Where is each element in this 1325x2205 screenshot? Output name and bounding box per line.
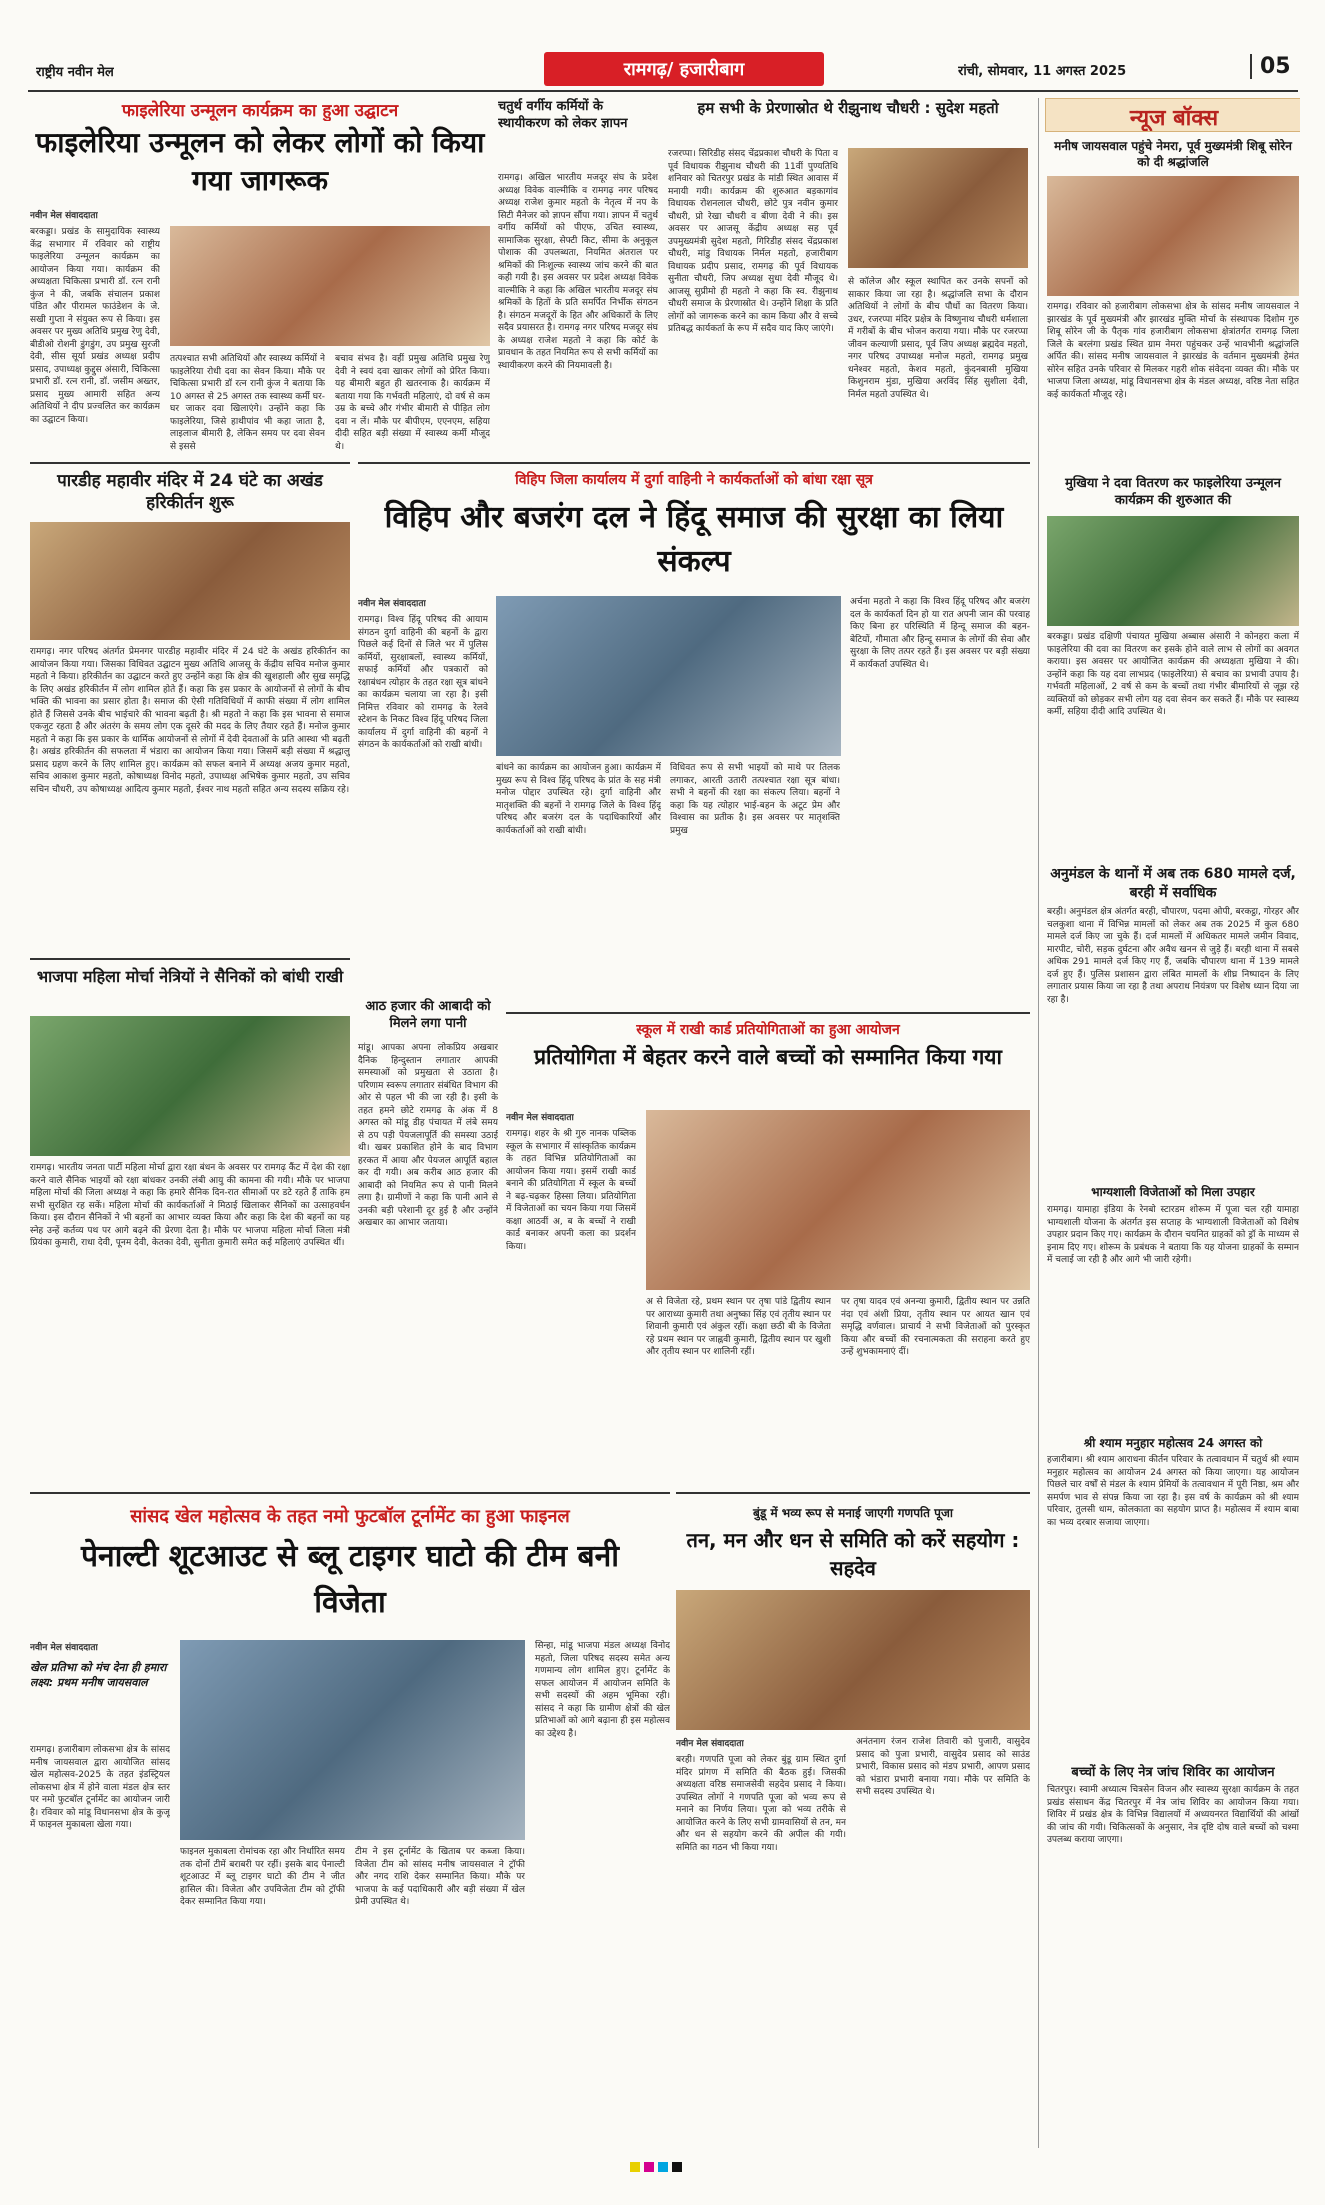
story-kicker: बुंडू में भव्य रूप से मनाई जाएगी गणपति पूजा: [753, 1506, 953, 1520]
story-headline: पारडीह महावीर मंदिर में 24 घंटे का अखंड हरिकीर्तन शुरू: [57, 471, 323, 513]
story-kicker: फाइलेरिया उन्मूलन कार्यक्रम का हुआ उद्घाटन: [121, 101, 399, 121]
story-football: [30, 1492, 670, 2147]
news-box-title-bar: [1045, 98, 1300, 132]
story-photo: [30, 1016, 350, 1156]
news-item-head: श्री श्याम मनुहार महोत्सव 24 अगस्त को: [1083, 1436, 1263, 1450]
story-headline: पेनाल्टी शूटआउट से ब्लू टाइगर घाटो की टीम बनी विजेता: [80, 1539, 620, 1620]
news-item-head: भाग्यशाली विजेताओं को मिला उपहार: [1091, 1185, 1255, 1199]
story-body-col3: विधिवत रूप से सभी भाइयों को माथे पर तिलक लगाकर, आरती उतारी तत्पश्चात रक्षा सूत्र बांधा। सभी ने बहनों की रक्षा का संकल्प लिया। बहनों ने कहा कि यह त्योहार भाई-बहन के अटूट प्रेम और विश्वास का प्रतीक है। इस अवसर पर मातृशक्ति प्रमुख: [670, 763, 840, 836]
story-headline: आठ हजार की आबादी को मिलने लगा पानी: [365, 999, 491, 1031]
news-item-body: हजारीबाग। श्री श्याम आराधना कीर्तन परिवार के तत्वावधान में चतुर्थ श्री श्याम मनुहार महोत्सव का आयोजन 24 अगस्त को किया जाएगा। यह आयोजन पिछले चार वर्षों से मंडल के श्याम प्रेमियों के तत्वावधान में पूरी निष्ठा, श्रम और समर्पण भाव से संपन्न किया जा रहा है। इस वर्ष के कार्यक्रम को श्री श्याम परिवार, तुलसी धाम, कोलकाता का सहयोग प्राप्त है। महोत्सव में श्याम बाबा का भव्य दरबार सजाया जाएगा।: [1047, 1455, 1299, 1528]
news-item-head: अनुमंडल के थानों में अब तक 680 मामले दर्ज, बरही में सर्वाधिक: [1050, 866, 1296, 901]
story-body: रामगढ़। नगर परिषद अंतर्गत प्रेमनगर पारडीह महावीर मंदिर में 24 घंटे के अखंड हरिकीर्तन का आयोजन किया गया। जिसका विधिवत उद्घाटन मुख्य अतिथि आजसू के केंद्रीय सचिव मनोज कुमार महतो ने किया। हरिकीर्तन का उद्घाटन करते हुए उन्होंने कहा कि क्षेत्र की खुशहाली और सुख समृद्धि के लिए अखंड हरिकीर्तन में लोग शामिल होते हैं। कहा कि इस प्रकार के आयोजनों से लोगों के बीच भक्ति की भावना का प्रसार होता है। समाज की ऐसी गतिविधियों में काफी संख्या में लोग शामिल होते हैं जिससे उनके बीच भाईचारे की भावना बढ़ती है। श्री महतो ने कहा कि इस भावना से समाज एकजुट रहता है और अंतरंग के समय लोग एक दूसरे की मदद के लिए तैयार रहते हैं। मनोज कुमार महतो ने कहा कि इस प्रकार के धार्मिक आयोजनों से लोगों में देवी देवताओं के प्रति आस्था भी बढ़ती है। अखंड हरिकीर्तन की सफलता में भंडारा का आयोजन किया गया। जिसमें बड़ी संख्या में श्रद्धालु प्रसाद ग्रहण करने के लिए शामिल हुए। कार्यक्रम को सफल बनाने में अध्यक्ष अजय कुमार महतो, सचिव आकाश कुमार महतो, कोषाध्यक्ष विनोद महतो, उपाध्यक्ष अभिषेक कुमार महतो, उप सचिव सचिन चौधरी, उप कोषाध्यक्ष आदित्य कुमार महतो, ईश्वर नाथ महतो सहित अन्य सदस्य सक्रिय रहे।: [30, 647, 350, 795]
story-memorandum: [498, 98, 658, 453]
news-item-head: मनीष जायसवाल पहुंचे नेमरा, पूर्व मुख्यमंत्री शिबू सोरेन को दी श्रद्धांजलि: [1054, 139, 1292, 169]
story-photo: [170, 226, 490, 346]
story-water: [358, 880, 498, 1480]
story-body-col3: बचाव संभव है। वहीं प्रमुख अतिथि प्रमुख रेणु देवी ने स्वयं दवा खाकर लोगों को प्रेरित किया। यह बीमारी बहुत ही खतरनाक है। कार्यक्रम में बताया गया कि गर्भवती महिलाएं, दो वर्ष से कम उम्र के बच्चे और गंभीर बीमारी से पीड़ित लोग दवा न लें। मौके पर बीपीएम, एएनएम, सहिया दीदी सहित बड़ी संख्या में स्वास्थ्य कर्मी मौजूद थे।: [335, 354, 490, 452]
news-item-body: बरकड्डा। प्रखंड दक्षिणी पंचायत मुखिया अब्बास अंसारी ने कोनहरा कला में फाइलेरिया की दवा का वितरण कर इसके होने वाले लाभ से लोगों का अवगत कराया। इस अवसर पर आयोजित कार्यक्रम की अध्यक्षता मुखिया ने की। उन्होंने कहा कि यह दवा लाभप्रद (फाइलेरिया) से बचाव का प्रभावी उपाय है। गर्भवती महिलाओं, 2 वर्ष से कम के बच्चों तथा गंभीर बीमारियों से जूझ रहे व्यक्तियों को छोड़कर सभी लोग यह दवा सेवन कर सकते हैं। मौके पर स्वास्थ्य कर्मी, सहिया दीदी आदि उपस्थित थे।: [1047, 632, 1299, 717]
story-body-col4: अर्चना महतो ने कहा कि विश्व हिंदू परिषद और बजरंग दल के कार्यकर्ता दिन हो या रात अपनी जान की परवाह किए बिना हर परिस्थिति में हिन्दू समाज की बहन-बेटियों, गौमाता और हिन्दू समाज के लोगों की सेवा और सुरक्षा के लिए तत्पर रहते हैं। इस अवसर पर बड़ी संख्या में कार्यकर्ता उपस्थित थे।: [850, 597, 1030, 670]
story-sudesh: [668, 98, 1028, 453]
masthead: [28, 48, 1298, 92]
story-body: मांडू। आपका अपना लोकप्रिय अखबार दैनिक हिन्दुस्तान लगातार आपकी समस्याओं को प्रमुखता से उठाता है। परिणाम स्वरूप लगातार संबंधित विभाग की ओर से पहल भी की जा रही है। इसी के तहत हमने छोटे रामगढ़ के अंक में 8 अगस्त को मांडू डीह पंचायत में लंबे समय से ठप पड़ी पेयजलापूर्ति की समस्या उठाई थी। खबर प्रकाशित होने के बाद विभाग हरकत में आया और पेयजल आपूर्ति बहाल कर दी गयी। अब करीब आठ हजार की आबादी को नियमित रूप से पानी मिलने लगा है। ग्रामीणों ने कहा कि पानी आने से उनकी बड़ी परेशानी दूर हुई है और उन्होंने अखबार का आभार जताया।: [358, 1043, 498, 1228]
news-item-head: मुखिया ने दवा वितरण कर फाइलेरिया उन्मूलन कार्यक्रम की शुरुआत की: [1065, 476, 1281, 508]
story-byline: नवीन मेल संवाददाता: [358, 599, 426, 609]
story-body: रामगढ़। अखिल भारतीय मजदूर संघ के प्रदेश अध्यक्ष विवेक वाल्मीकि व रामगढ़ नगर परिषद अध्यक्ष राजेश कुमार महतो के नेतृत्व में नप के सिटी मैनेजर को ज्ञापन सौंपा गया। ज्ञापन में चतुर्थ वर्गीय कर्मियों को पीएफ, उचित स्वास्थ्य, सामाजिक सुरक्षा, सेफ्टी किट, सीमा के अनुकूल पोशाक की उपलब्धता, नियमित अंतराल पर श्रमिकों की निःशुल्क स्वास्थ्य जांच करने की बात कही गयी है। इस अवसर पर प्रदेश अध्यक्ष विवेक वाल्मीकि ने कहा कि अखिल भारतीय मजदूर संघ श्रमिकों के हितों के प्रति समर्पित निर्भीक संगठन है। संगठन मजदूरों के हित और अधिकारों के लिए सदैव प्रयासरत है। रामगढ़ नगर परिषद मजदूर संघ के अध्यक्ष राजेश महतो ने कहा कि कोर्ट के प्रावधान के तहत नियमित रूप से सभी कर्मियों का स्थायीकरण करने की नियमावली है।: [498, 173, 658, 371]
story-headline: विहिप और बजरंग दल ने हिंदू समाज की सुरक्षा का लिया संकल्प: [384, 500, 1004, 579]
news-item-body: रामगढ़। रविवार को हजारीबाग लोकसभा क्षेत्र के सांसद मनीष जायसवाल ने झारखंड के पूर्व मुख्यमंत्री और झारखंड मुक्ति मोर्चा के संस्थापक दिशोम गुरु शिबू सोरेन जी के पैतृक गांव हजारीबाग लोकसभा क्षेत्रांतर्गत रामगढ़ जिला जिले के बरलंगा प्रखंड स्थित ग्राम नेमरा पहुंचकर उन्हें भावभीनी श्रद्धांजलि अर्पित की। सांसद मनीष जायसवाल ने झारखंड के वर्तमान मुख्यमंत्री हेमंत सोरेन सहित उनके परिवार से मिलकर गहरी शोक संवेदना व्यक्त की। मौके पर भाजपा जिला अध्यक्ष, मांडू विधानसभा क्षेत्र के मंडल अध्यक्ष, वरिष्ठ नेता सहित कई कार्यकर्ता मौजूद रहे।: [1047, 302, 1299, 400]
news-item-photo: [1047, 516, 1299, 626]
story-photo: [496, 596, 841, 756]
news-box: [1038, 98, 1300, 2148]
story-rakhi-competition: [506, 1012, 1030, 1487]
story-byline: नवीन मेल संवाददाता: [506, 1113, 574, 1123]
color-swatch: [630, 2162, 640, 2172]
story-photo: [676, 1590, 1030, 1730]
news-box-title: न्यूज बॉक्स: [1129, 106, 1219, 131]
story-body-col2: से कॉलेज और स्कूल स्थापित कर उनके सपनों को साकार किया जा रहा है। श्रद्धांजलि सभा के दौरान अतिथियों ने लोगों के बीच पौधों का वितरण किया। उधर, रजरप्पा मंदिर प्रक्षेत्र के विष्णुनाथ चौधरी धर्मशाला में गरीबों के बीच भोजन कराया गया। मौके पर रजरप्पा जीवन कल्याणी प्रसाद, पूर्व जिप अध्यक्ष ब्रह्मदेव महतो, नगर परिषद उपाध्यक्ष मनोज महतो, रामगढ़ प्रमुख धनेश्वर महतो, केशव महतो, कुंदनबासी मुखिया किशुनराम मुंडा, मुखिया अरविंद सिंह सुशीला देवी, निर्मल महतो उपस्थित थे।: [848, 277, 1028, 400]
news-item-body: बरही। अनुमंडल क्षेत्र अंतर्गत बरही, चौपारण, पदमा ओपी, बरकट्ठा, गोरहर और चलकुशा थाना में विभिन्न मामलों को लेकर अब तक 2025 में कुल 680 मामले दर्ज किए जा चुके हैं। दर्ज मामलों में अधिकतर मामले जमीन विवाद, मारपीट, चोरी, सड़क दुर्घटना और अवैध खनन से जुड़े हैं। बरही थाना में सबसे अधिक 291 मामले दर्ज किए गए हैं, जबकि चौपारण थाना में 139 मामले दर्ज हुए हैं। पुलिस प्रशासन द्वारा लंबित मामलों के शीघ्र निष्पादन के लिए लगातार प्रयास किया जा रहा है तथा अपराध नियंत्रण पर विशेष ध्यान दिया जा रहा है।: [1047, 907, 1299, 1005]
story-headline: तन, मन और धन से समिति को करें सहयोग : सहदेव: [686, 1528, 1020, 1580]
color-swatch: [672, 2162, 682, 2172]
story-bjp-rakhi: [30, 958, 350, 1378]
portrait-photo: [848, 148, 1028, 268]
story-kicker: विहिप जिला कार्यालय में दुर्गा वाहिनी ने कार्यकर्ताओं को बांधा रक्षा सूत्र: [515, 472, 873, 488]
story-harikirtan: [30, 462, 350, 952]
story-body: बरही। गणपति पूजा को लेकर बुंडू ग्राम स्थित दुर्गा मंदिर प्रांगण में समिति की बैठक हुई। जिसकी अध्यक्षता वरिष्ठ समाजसेवी सहदेव प्रसाद ने किया। उपस्थित लोगों ने गणपति पूजा को भव्य रूप से मनाने का निर्णय लिया। पूजा को भव्य तरीके से आयोजित करने के लिए सभी ग्रामवासियों से तन, मन और धन से सहयोग करने की अपील की गयी। समिति का गठन भी किया गया।: [676, 1755, 846, 1853]
section-banner: [544, 52, 824, 86]
story-body-col2: तत्पश्चात सभी अतिथियों और स्वास्थ्य कर्मियों ने फाइलेरिया रोधी दवा का सेवन किया। मौके पर चिकित्सा प्रभारी डॉ रत्न रानी कुंज ने बताया कि 10 अगस्त से 25 अगस्त तक स्वास्थ्य कर्मी घर-घर जाकर दवा खिलाएंगे। उन्होंने कहा कि फाइलेरिया, जिसे हाथीपांव भी कहा जाता है, लाइलाज बीमारी है, लेकिन समय पर दवा सेवन से इससे: [170, 354, 325, 452]
news-item-body: रामगढ़। यामाहा इंडिया के रेनबो स्टारडम शोरूम में पूजा चल रही यामाहा भाग्यशाली योजना के अंतर्गत इस सप्ताह के भाग्यशाली विजेताओं को विशेष उपहार प्रदान किए गए। कार्यक्रम के दौरान चयनित ग्राहकों को ड्रॉ के माध्यम से इनाम दिए गए। शोरूम के प्रबंधक ने बताया कि यह योजना ग्राहकों के सम्मान में चलाई जा रही है और आगे भी जारी रहेगी।: [1047, 1205, 1299, 1265]
story-headline: भाजपा महिला मोर्चा नेत्रियों ने सैनिकों को बांधी राखी: [36, 967, 344, 986]
story-body-col4: सिन्हा, मांडू भाजपा मंडल अध्यक्ष विनोद महतो, जिला परिषद सदस्य समेत अन्य गणमान्य लोग शामिल हुए। टूर्नामेंट के सफल आयोजन में आयोजन समिति के सभी सदस्यों की अहम भूमिका रही। सांसद ने कहा कि ग्रामीण क्षेत्रों की खेल प्रतिभाओं को आगे बढ़ाना ही इस महोत्सव का उद्देश्य है।: [535, 1641, 670, 1739]
story-body: रजरप्पा। सिरिडीह संसद चेंद्रप्रकाश चौधरी के पिता व पूर्व विधायक रीझुनाथ चौधरी की 11वीं पुण्यतिथि शनिवार को चितरपुर प्रखंड के मांडी स्थित आवास में मनायी गयी। कार्यक्रम की शुरुआत बड़कागांव विधायक रोशनलाल चौधरी, छोटे पुत्र नवीन कुमार चौधरी, प्रो रेखा चौधरी व बीणा देवी ने की। इस अवसर पर आजसू केंद्रीय अध्यक्ष सह पूर्व उपमुख्यमंत्री सुदेश महतो, गिरिडीह संसद चेंद्रप्रकाश चौधरी, मांडु विधायक निर्मल महतो, हजारीबाग विधायक प्रदीप प्रसाद, रामगढ़ की पूर्व विधायक सुनीता चौधरी, जिप अध्यक्ष सुधा देवी मौजूद थे। आजसू सुप्रीमो ही महतो ने कहा कि स्व. रीझुनाथ चौधरी समाज के प्रेरणास्रोत थे। उन्होंने शिक्षा के प्रति लोगों को जागरूक करने का काम किया और वे सच्चे प्रतिबद्ध कार्यकर्ता के रूप में सदैव याद किए जाएंगे।: [668, 149, 838, 334]
story-byline: नवीन मेल संवाददाता: [676, 1739, 744, 1749]
page-number: 05: [1250, 54, 1291, 79]
story-body-col2: बांधने का कार्यक्रम का आयोजन हुआ। कार्यक्रम में मुख्य रूप से विश्व हिंदू परिषद के प्रांत के सह मंत्री मनोज पोद्दार उपस्थित रहे। दुर्गा वाहिनी और मातृशक्ति की बहनों ने रामगढ़ जिले के विश्व हिंदू परिषद और बजरंग दल के पदाधिकारियों और कार्यकर्ताओं को राखी बांधी।: [496, 763, 661, 836]
story-body-col2: फाइनल मुकाबला रोमांचक रहा और निर्धारित समय तक दोनों टीमें बराबरी पर रहीं। इसके बाद पेनाल्टी शूटआउट में ब्लू टाइगर घाटो की टीम ने जीत हासिल की। विजेता और उपविजेता टीम को ट्रॉफी देकर सम्मानित किया गया।: [180, 1847, 345, 1907]
story-kicker: स्कूल में राखी कार्ड प्रतियोगिताओं का हुआ आयोजन: [636, 1022, 900, 1038]
footer-bar: [30, 2160, 1300, 2174]
story-body: रामगढ़। भारतीय जनता पार्टी महिला मोर्चा द्वारा रक्षा बंधन के अवसर पर रामगढ़ कैंट में देश की रक्षा करने वाले सैनिक भाइयों को रक्षा बांधकर उनकी लंबी आयु की कामना की गयी। मौके पर भाजपा महिला मोर्चा की जिला अध्यक्ष ने कहा कि हमारे सैनिक दिन-रात सीमाओं पर डटे रहते हैं ताकि हम सभी सुरक्षित रह सकें। महिला मोर्चा की कार्यकर्ताओं ने मिठाई खिलाकर सैनिकों का उत्साहवर्धन किया। इस दौरान सैनिकों ने भी बहनों का आभार व्यक्त किया और कहा कि देश की बहनों का यह स्नेह उन्हें कर्तव्य पथ पर आगे बढ़ने की प्रेरणा देता है। मौके पर भाजपा महिला मोर्चा जिला मंत्री प्रियंका कुमारी, राधा देवी, पूनम देवी, केतका देवी, सुनीता कुमारी समेत कई महिलाएं उपस्थित थीं।: [30, 1163, 350, 1248]
news-item-body: चितरपुर। स्वामी अध्यात्म चित्रसेन विजन और स्वास्थ्य सुरक्षा कार्यक्रम के तहत प्रखंड संसाधन केंद्र चितरपुर में नेत्र जांच शिविर का आयोजन किया गया। शिविर में प्रखंड क्षेत्र के विभिन्न विद्यालयों में अध्ययनरत विद्यार्थियों की आंखों की जांच की गयी। चिकित्सकों के अनुसार, नेत्र दृष्टि दोष वाले बच्चों को चश्मा उपलब्ध कराया जाएगा।: [1047, 1785, 1299, 1845]
news-item-photo: [1047, 176, 1299, 296]
section-title: रामगढ़/ हजारीबाग: [623, 59, 745, 80]
paper-name: राष्ट्रीय नवीन मेल: [36, 65, 114, 80]
news-item-head: बच्चों के लिए नेत्र जांच शिविर का आयोजन: [1071, 1765, 1275, 1780]
story-photo: [180, 1640, 525, 1840]
story-body: रामगढ़। हजारीबाग लोकसभा क्षेत्र के सांसद मनीष जायसवाल द्वारा आयोजित सांसद खेल महोत्सव-2025 के तहत इंडस्ट्रियल लोकसभा क्षेत्र में होने वाला मंडल क्षेत्र स्तर पर नमो फुटबॉल टूर्नामेंट का आयोजन जारी है। रविवार को मांडू विधानसभा क्षेत्र के कुजू में फाइनल मुकाबला खेला गया।: [30, 1745, 170, 1830]
story-body: बरकड्डा। प्रखंड के सामुदायिक स्वास्थ्य केंद्र सभागार में रविवार को राष्ट्रीय फाइलेरिया उन्मूलन कार्यक्रम का आयोजन किया गया। कार्यक्रम की अध्यक्षता चिकित्सा प्रभारी डॉ. रत्न रानी कुंज ने की, जबकि संचालन प्रकाश पंडित और पीरामल फाउंडेशन के जे. सखी गुप्ता ने संयुक्त रूप से किया। इस अवसर पर मुख्य अतिथि प्रमुख रेणु देवी, बीडीओ रोशनी डुंगडुंग, उप प्रमुख सुरजी देवी, सीस सूर्या प्रखंड अध्यक्ष प्रदीप प्रसाद, उपाध्यक्ष कुद्दुस अंसारी, चिकित्सा प्रभारी डॉ. रत्न रानी, डॉ. जसीम अख्तर, प्रसाद मुख्य आमारी सहित अन्य अतिथियों ने दीप प्रज्वलित कर कार्यक्रम का उद्घाटन किया।: [30, 227, 160, 425]
story-headline: प्रतियोगिता में बेहतर करने वाले बच्चों को सम्मानित किया गया: [534, 1045, 1002, 1069]
story-byline: नवीन मेल संवाददाता: [30, 1643, 98, 1653]
pull-quote: खेल प्रतिभा को मंच देना ही हमारा लक्ष्य: प्रथम मनीष जायसवाल: [30, 1661, 167, 1689]
story-headline: चतुर्थ वर्गीय कर्मियों के स्थायीकरण को लेकर ज्ञापन: [498, 99, 628, 131]
story-body-col3: टीम ने इस टूर्नामेंट के खिताब पर कब्जा किया। विजेता टीम को सांसद मनीष जायसवाल ने ट्रॉफी और नगद राशि देकर सम्मानित किया। मौके पर भाजपा के कई पदाधिकारी और बड़ी संख्या में खेल प्रेमी उपस्थित थे।: [355, 1847, 525, 1907]
story-kicker: सांसद खेल महोत्सव के तहत नमो फुटबॉल टूर्नामेंट का हुआ फाइनल: [130, 1506, 570, 1527]
color-swatch: [658, 2162, 668, 2172]
dateline: रांची, सोमवार, 11 अगस्त 2025: [958, 64, 1127, 79]
story-headline: हम सभी के प्रेरणास्रोत थे रीझुनाथ चौधरी : सुदेश महतो: [697, 99, 999, 117]
story-body-col3: पर तृषा यादव एवं अनन्या कुमारी, द्वितीय स्थान पर उन्नति नंदा एवं अंशी प्रिया, तृतीय स्थान पर आयत खान एवं समृद्धि वर्णवाल। प्राचार्य ने सभी विजेताओं को पुरस्कृत किया और बच्चों की रचनात्मकता की सराहना करते हुए उन्हें शुभकामनाएं दीं।: [841, 1297, 1030, 1357]
story-body: रामगढ़। विश्व हिंदू परिषद की आयाम संगठन दुर्गा वाहिनी की बहनों के द्वारा पिछले कई दिनों से जिले भर में पुलिस कर्मियों, सुरक्षाबलों, स्वास्थ्य कर्मियों, सफाई कर्मियों और पत्रकारों को रक्षाबंधन त्योहार के तहत रक्षा सूत्र बांधने का कार्यक्रम चलाया जा रहा है। इसी निमित्त रविवार को रामगढ़ के रेलवे स्टेशन के निकट विश्व हिंदू परिषद जिला कार्यालय में दुर्गा वाहिनी की बहनों ने संगठन के कार्यकर्ताओं को राखी बांधी।: [358, 615, 488, 750]
story-photo: [30, 522, 350, 640]
story-byline: नवीन मेल संवाददाता: [30, 211, 98, 221]
story-photo: [646, 1110, 1030, 1290]
color-swatch: [644, 2162, 654, 2172]
story-body-col2: अ से विजेता रहे, प्रथम स्थान पर तृषा पांडे द्वितीय स्थान पर आराध्या कुमारी तथा अनुष्का सिंह एवं तृतीय स्थान पर शिवानी कुमारी एवं अंकुल रहीं। कक्षा छठी बी के विजेता रहे प्रथम स्थान पर जाह्नवी कुमारी, द्वितीय स्थान पर खुशी और तृतीय स्थान पर शालिनी रहीं।: [646, 1297, 831, 1357]
story-ganpati: [676, 1492, 1030, 2147]
story-filaria: [30, 98, 490, 458]
story-headline: फाइलेरिया उन्मूलन को लेकर लोगों को किया गया जागरूक: [35, 126, 485, 197]
story-body: रामगढ़। शहर के श्री गुरु नानक पब्लिक स्कूल के सभागार में सांस्कृतिक कार्यक्रम के तहत विभिन्न प्रतियोगिताओं का आयोजन किया गया। इसमें राखी कार्ड बनाने की प्रतियोगिता में स्कूल के बच्चों ने बढ़-चढ़कर हिस्सा लिया। प्रतियोगिता में विजेताओं का चयन किया गया जिसमें कक्षा आठवीं अ, ब के बच्चों ने राखी कार्ड बनाकर अपनी कला का प्रदर्शन किया।: [506, 1129, 636, 1252]
story-body-col2: अनंतनाग रंजन राजेश तिवारी को पुजारी, वासुदेव प्रसाद को पुजा प्रभारी, वासुदेव प्रसाद को साउंड प्रभारी, विकास प्रसाद को मंडप प्रभारी, आपण प्रसाद को भंडारा प्रभारी बनाया गया। मौके पर समिति के सभी सदस्य उपस्थित थे।: [856, 1737, 1030, 1797]
